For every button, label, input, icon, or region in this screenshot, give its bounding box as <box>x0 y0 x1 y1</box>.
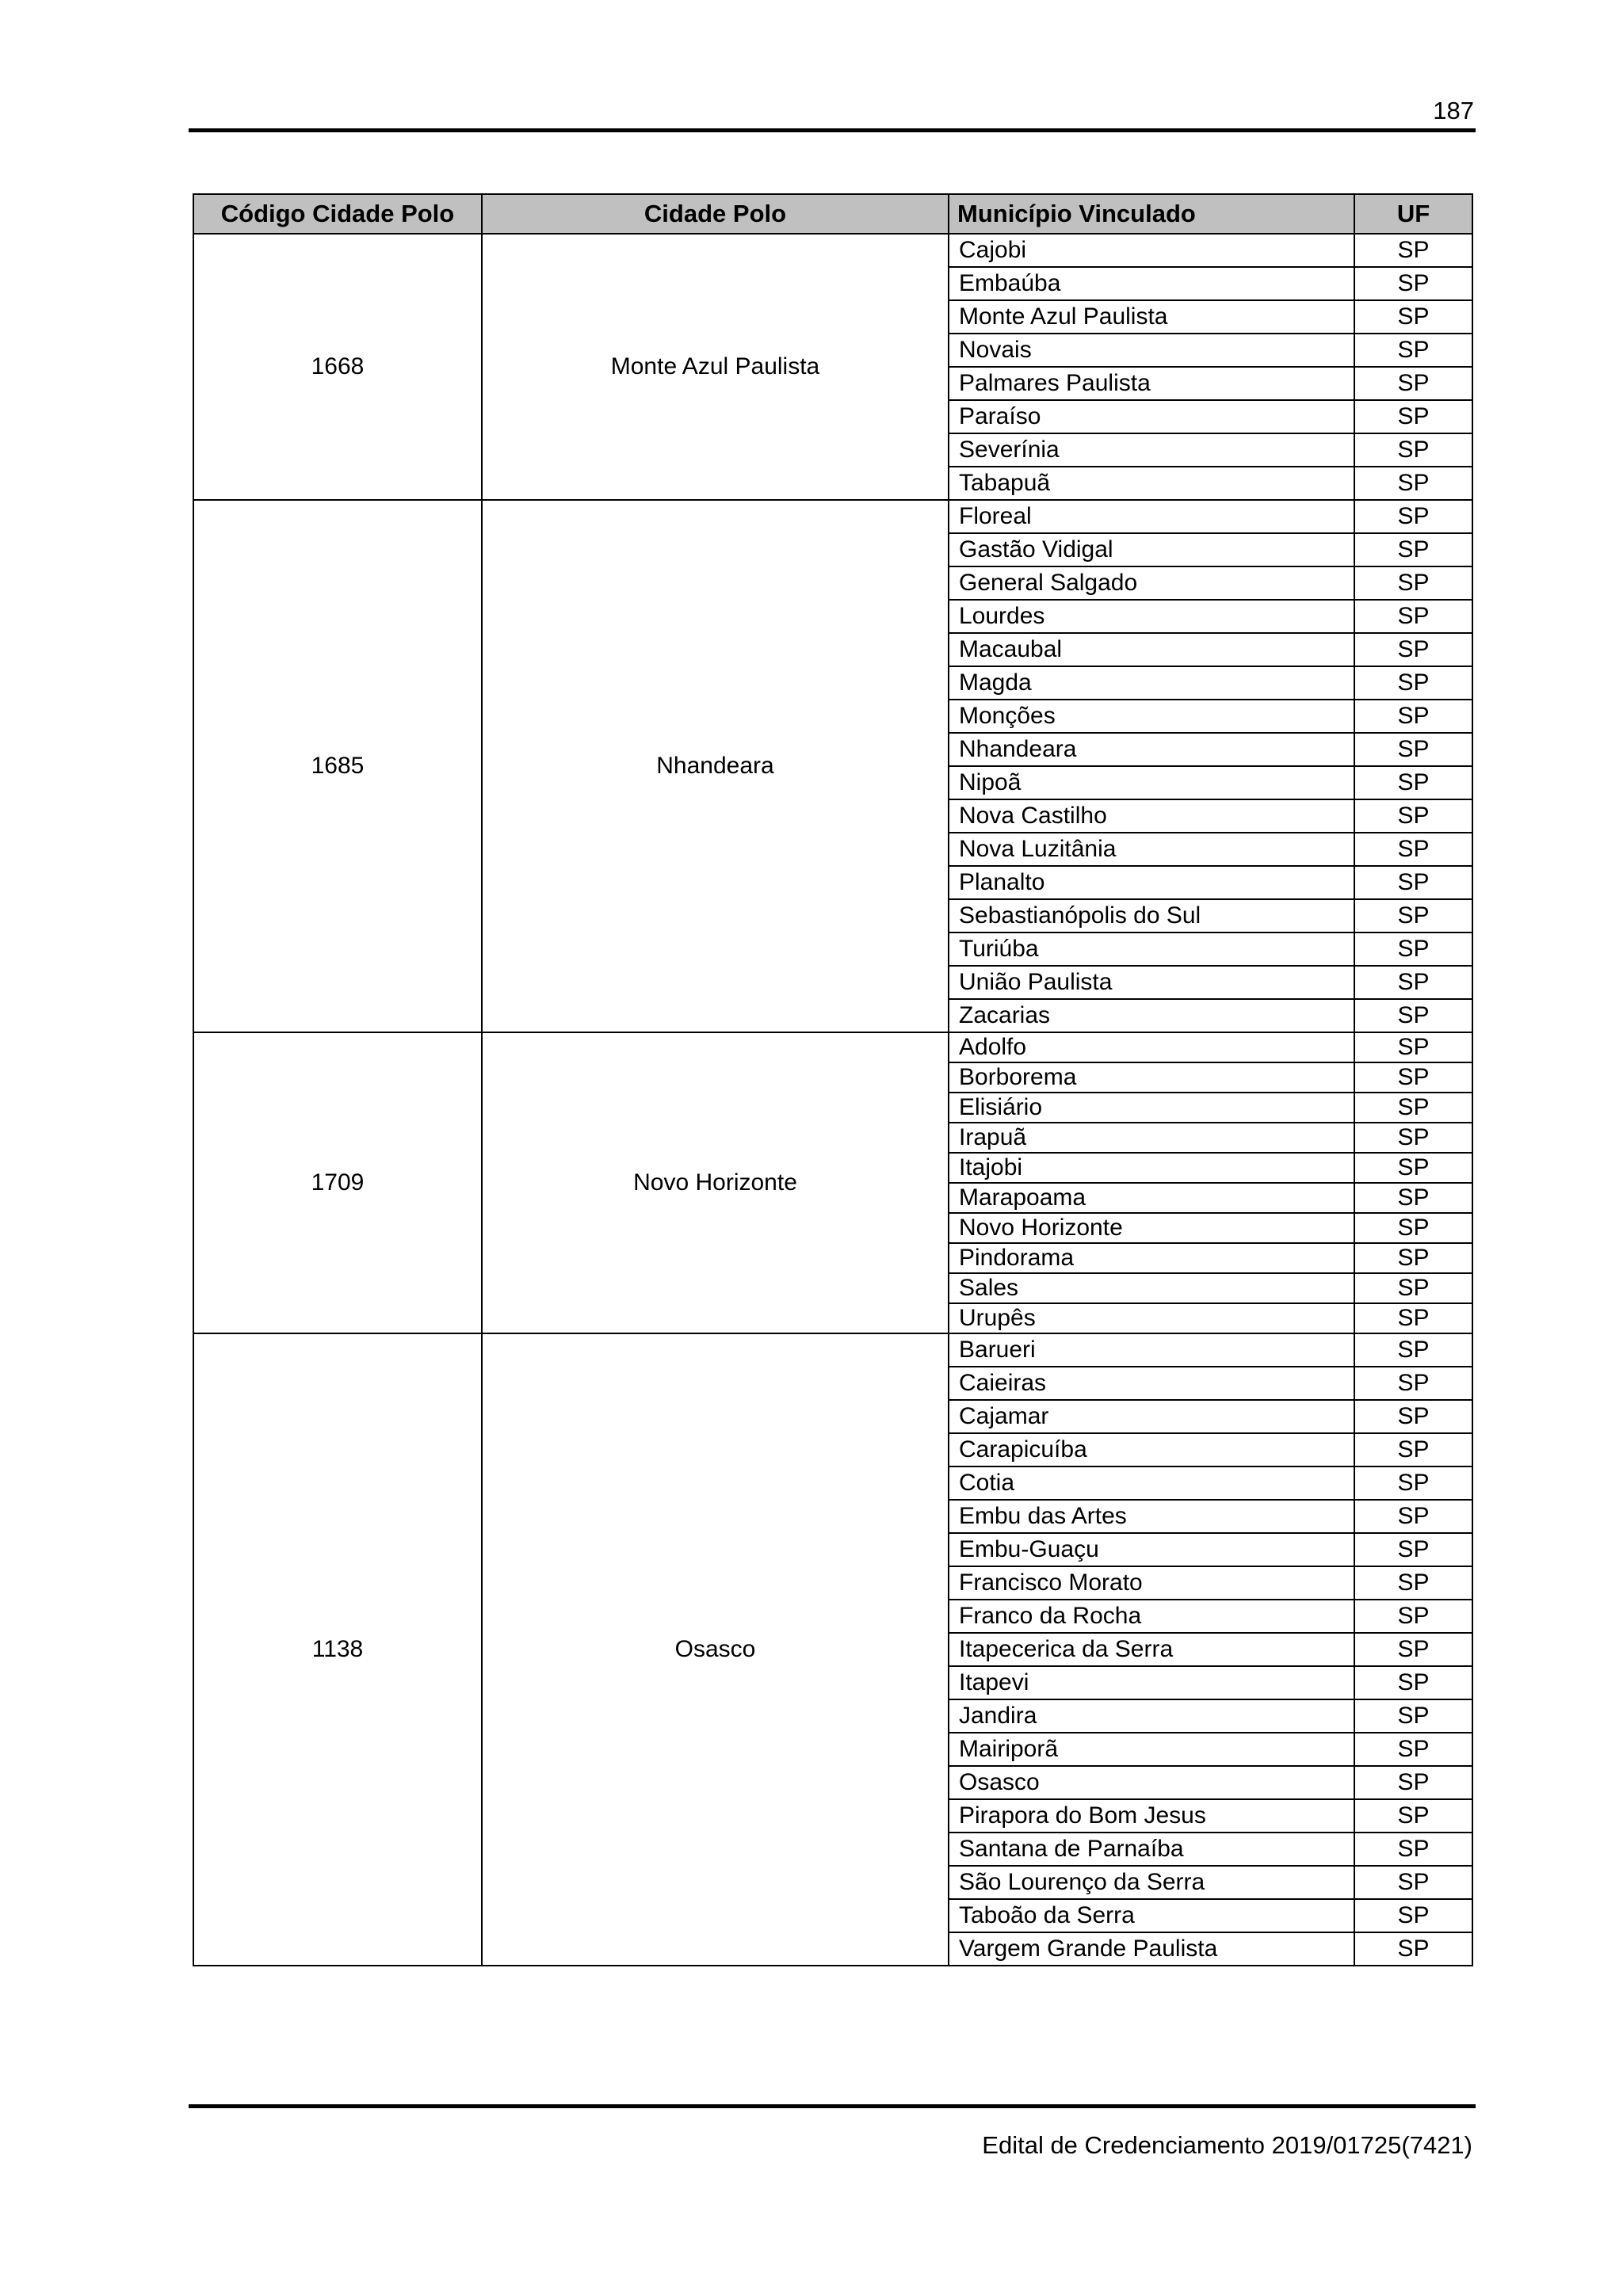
uf-cell: SP <box>1354 833 1472 866</box>
footer-rule <box>189 2104 1476 2108</box>
uf-cell: SP <box>1354 1633 1472 1666</box>
uf-cell: SP <box>1354 433 1472 467</box>
uf-cell: SP <box>1354 1062 1472 1093</box>
municipio-cell: Itapevi <box>949 1666 1354 1699</box>
municipio-cell: Lourdes <box>949 600 1354 633</box>
municipio-cell: Adolfo <box>949 1032 1354 1062</box>
uf-cell: SP <box>1354 966 1472 999</box>
uf-cell: SP <box>1354 1566 1472 1600</box>
cidade-polo-cell: Monte Azul Paulista <box>482 234 949 500</box>
page-number: 187 <box>1433 97 1474 124</box>
uf-cell: SP <box>1354 1303 1472 1333</box>
municipio-cell: Barueri <box>949 1333 1354 1367</box>
uf-cell: SP <box>1354 367 1472 400</box>
municipio-cell: Pindorama <box>949 1243 1354 1273</box>
codigo-cell: 1668 <box>193 234 482 500</box>
uf-cell: SP <box>1354 400 1472 433</box>
uf-cell: SP <box>1354 1766 1472 1799</box>
municipio-cell: Embu-Guaçu <box>949 1533 1354 1566</box>
header-uf: UF <box>1354 194 1472 234</box>
uf-cell: SP <box>1354 1400 1472 1433</box>
municipio-cell: Borborema <box>949 1062 1354 1093</box>
municipio-cell: Monções <box>949 700 1354 733</box>
uf-cell: SP <box>1354 1866 1472 1899</box>
municipio-cell: Itapecerica da Serra <box>949 1633 1354 1666</box>
municipio-cell: Severínia <box>949 433 1354 467</box>
municipio-cell: Francisco Morato <box>949 1566 1354 1600</box>
uf-cell: SP <box>1354 533 1472 566</box>
uf-cell: SP <box>1354 1032 1472 1062</box>
uf-cell: SP <box>1354 1213 1472 1243</box>
table-row <box>193 234 1472 267</box>
municipio-cell: Santana de Parnaíba <box>949 1833 1354 1866</box>
municipio-cell: Urupês <box>949 1303 1354 1333</box>
uf-cell: SP <box>1354 1500 1472 1533</box>
municipio-cell: Palmares Paulista <box>949 367 1354 400</box>
municipio-cell: Floreal <box>949 500 1354 533</box>
uf-cell: SP <box>1354 1699 1472 1733</box>
uf-cell: SP <box>1354 1153 1472 1183</box>
header-codigo: Código Cidade Polo <box>193 194 482 234</box>
municipio-cell: Franco da Rocha <box>949 1600 1354 1633</box>
municipio-cell: Monte Azul Paulista <box>949 300 1354 334</box>
uf-cell: SP <box>1354 1333 1472 1367</box>
municipio-cell: Taboão da Serra <box>949 1899 1354 1932</box>
municipio-cell: Itajobi <box>949 1153 1354 1183</box>
header-cidade: Cidade Polo <box>482 194 949 234</box>
uf-cell: SP <box>1354 600 1472 633</box>
municipio-cell: Embu das Artes <box>949 1500 1354 1533</box>
municipio-cell: Tabapuã <box>949 467 1354 500</box>
municipio-cell: Cotia <box>949 1466 1354 1500</box>
municipio-cell: Marapoama <box>949 1183 1354 1213</box>
uf-cell: SP <box>1354 267 1472 300</box>
uf-cell: SP <box>1354 1367 1472 1400</box>
municipio-cell: Cajobi <box>949 234 1354 267</box>
municipios-table <box>193 193 1473 1966</box>
uf-cell: SP <box>1354 467 1472 500</box>
municipio-cell: Nova Luzitânia <box>949 833 1354 866</box>
uf-cell: SP <box>1354 1273 1472 1303</box>
uf-cell: SP <box>1354 799 1472 833</box>
table-header <box>193 194 1472 234</box>
municipio-cell: União Paulista <box>949 966 1354 999</box>
uf-cell: SP <box>1354 1733 1472 1766</box>
uf-cell: SP <box>1354 766 1472 799</box>
municipio-cell: General Salgado <box>949 566 1354 600</box>
municipio-cell: Mairiporã <box>949 1733 1354 1766</box>
uf-cell: SP <box>1354 933 1472 966</box>
municipio-cell: Turiúba <box>949 933 1354 966</box>
municipio-cell: Carapicuíba <box>949 1433 1354 1466</box>
municipio-cell: Paraíso <box>949 400 1354 433</box>
uf-cell: SP <box>1354 999 1472 1032</box>
municipio-cell: Jandira <box>949 1699 1354 1733</box>
codigo-cell: 1138 <box>193 1333 482 1966</box>
municipio-cell: Zacarias <box>949 999 1354 1032</box>
uf-cell: SP <box>1354 1666 1472 1699</box>
municipio-cell: Sales <box>949 1273 1354 1303</box>
header-row <box>193 194 1472 234</box>
municipio-cell: Elisiário <box>949 1093 1354 1123</box>
cidade-polo-cell: Novo Horizonte <box>482 1032 949 1333</box>
municipio-cell: Cajamar <box>949 1400 1354 1433</box>
uf-cell: SP <box>1354 1123 1472 1153</box>
codigo-cell: 1685 <box>193 500 482 1032</box>
uf-cell: SP <box>1354 1833 1472 1866</box>
table-body <box>193 234 1472 1966</box>
table-row <box>193 1032 1472 1062</box>
uf-cell: SP <box>1354 1533 1472 1566</box>
uf-cell: SP <box>1354 1433 1472 1466</box>
municipio-cell: Vargem Grande Paulista <box>949 1932 1354 1966</box>
municipio-cell: Osasco <box>949 1766 1354 1799</box>
municipio-cell: Irapuã <box>949 1123 1354 1153</box>
municipio-cell: São Lourenço da Serra <box>949 1866 1354 1899</box>
uf-cell: SP <box>1354 1932 1472 1966</box>
municipio-cell: Caieiras <box>949 1367 1354 1400</box>
uf-cell: SP <box>1354 1093 1472 1123</box>
municipio-cell: Nipoã <box>949 766 1354 799</box>
municipio-cell: Embaúba <box>949 267 1354 300</box>
uf-cell: SP <box>1354 1600 1472 1633</box>
uf-cell: SP <box>1354 300 1472 334</box>
table-row <box>193 1333 1472 1367</box>
uf-cell: SP <box>1354 700 1472 733</box>
uf-cell: SP <box>1354 1899 1472 1932</box>
uf-cell: SP <box>1354 500 1472 533</box>
uf-cell: SP <box>1354 633 1472 666</box>
municipio-cell: Sebastianópolis do Sul <box>949 899 1354 933</box>
uf-cell: SP <box>1354 1799 1472 1833</box>
codigo-cell: 1709 <box>193 1032 482 1333</box>
uf-cell: SP <box>1354 1243 1472 1273</box>
uf-cell: SP <box>1354 1183 1472 1213</box>
uf-cell: SP <box>1354 733 1472 766</box>
municipio-cell: Nhandeara <box>949 733 1354 766</box>
header-rule <box>189 128 1476 132</box>
municipio-cell: Novais <box>949 334 1354 367</box>
cidade-polo-cell: Osasco <box>482 1333 949 1966</box>
table-row <box>193 500 1472 533</box>
municipio-cell: Planalto <box>949 866 1354 899</box>
municipio-cell: Novo Horizonte <box>949 1213 1354 1243</box>
uf-cell: SP <box>1354 1466 1472 1500</box>
uf-cell: SP <box>1354 666 1472 700</box>
municipio-cell: Pirapora do Bom Jesus <box>949 1799 1354 1833</box>
cidade-polo-cell: Nhandeara <box>482 500 949 1032</box>
uf-cell: SP <box>1354 334 1472 367</box>
uf-cell: SP <box>1354 234 1472 267</box>
uf-cell: SP <box>1354 899 1472 933</box>
municipio-cell: Nova Castilho <box>949 799 1354 833</box>
uf-cell: SP <box>1354 866 1472 899</box>
municipio-cell: Magda <box>949 666 1354 700</box>
municipio-cell: Macaubal <box>949 633 1354 666</box>
footer-text: Edital de Credenciamento 2019/01725(7421) <box>982 2131 1472 2159</box>
header-municipio: Município Vinculado <box>949 194 1354 234</box>
uf-cell: SP <box>1354 566 1472 600</box>
municipio-cell: Gastão Vidigal <box>949 533 1354 566</box>
